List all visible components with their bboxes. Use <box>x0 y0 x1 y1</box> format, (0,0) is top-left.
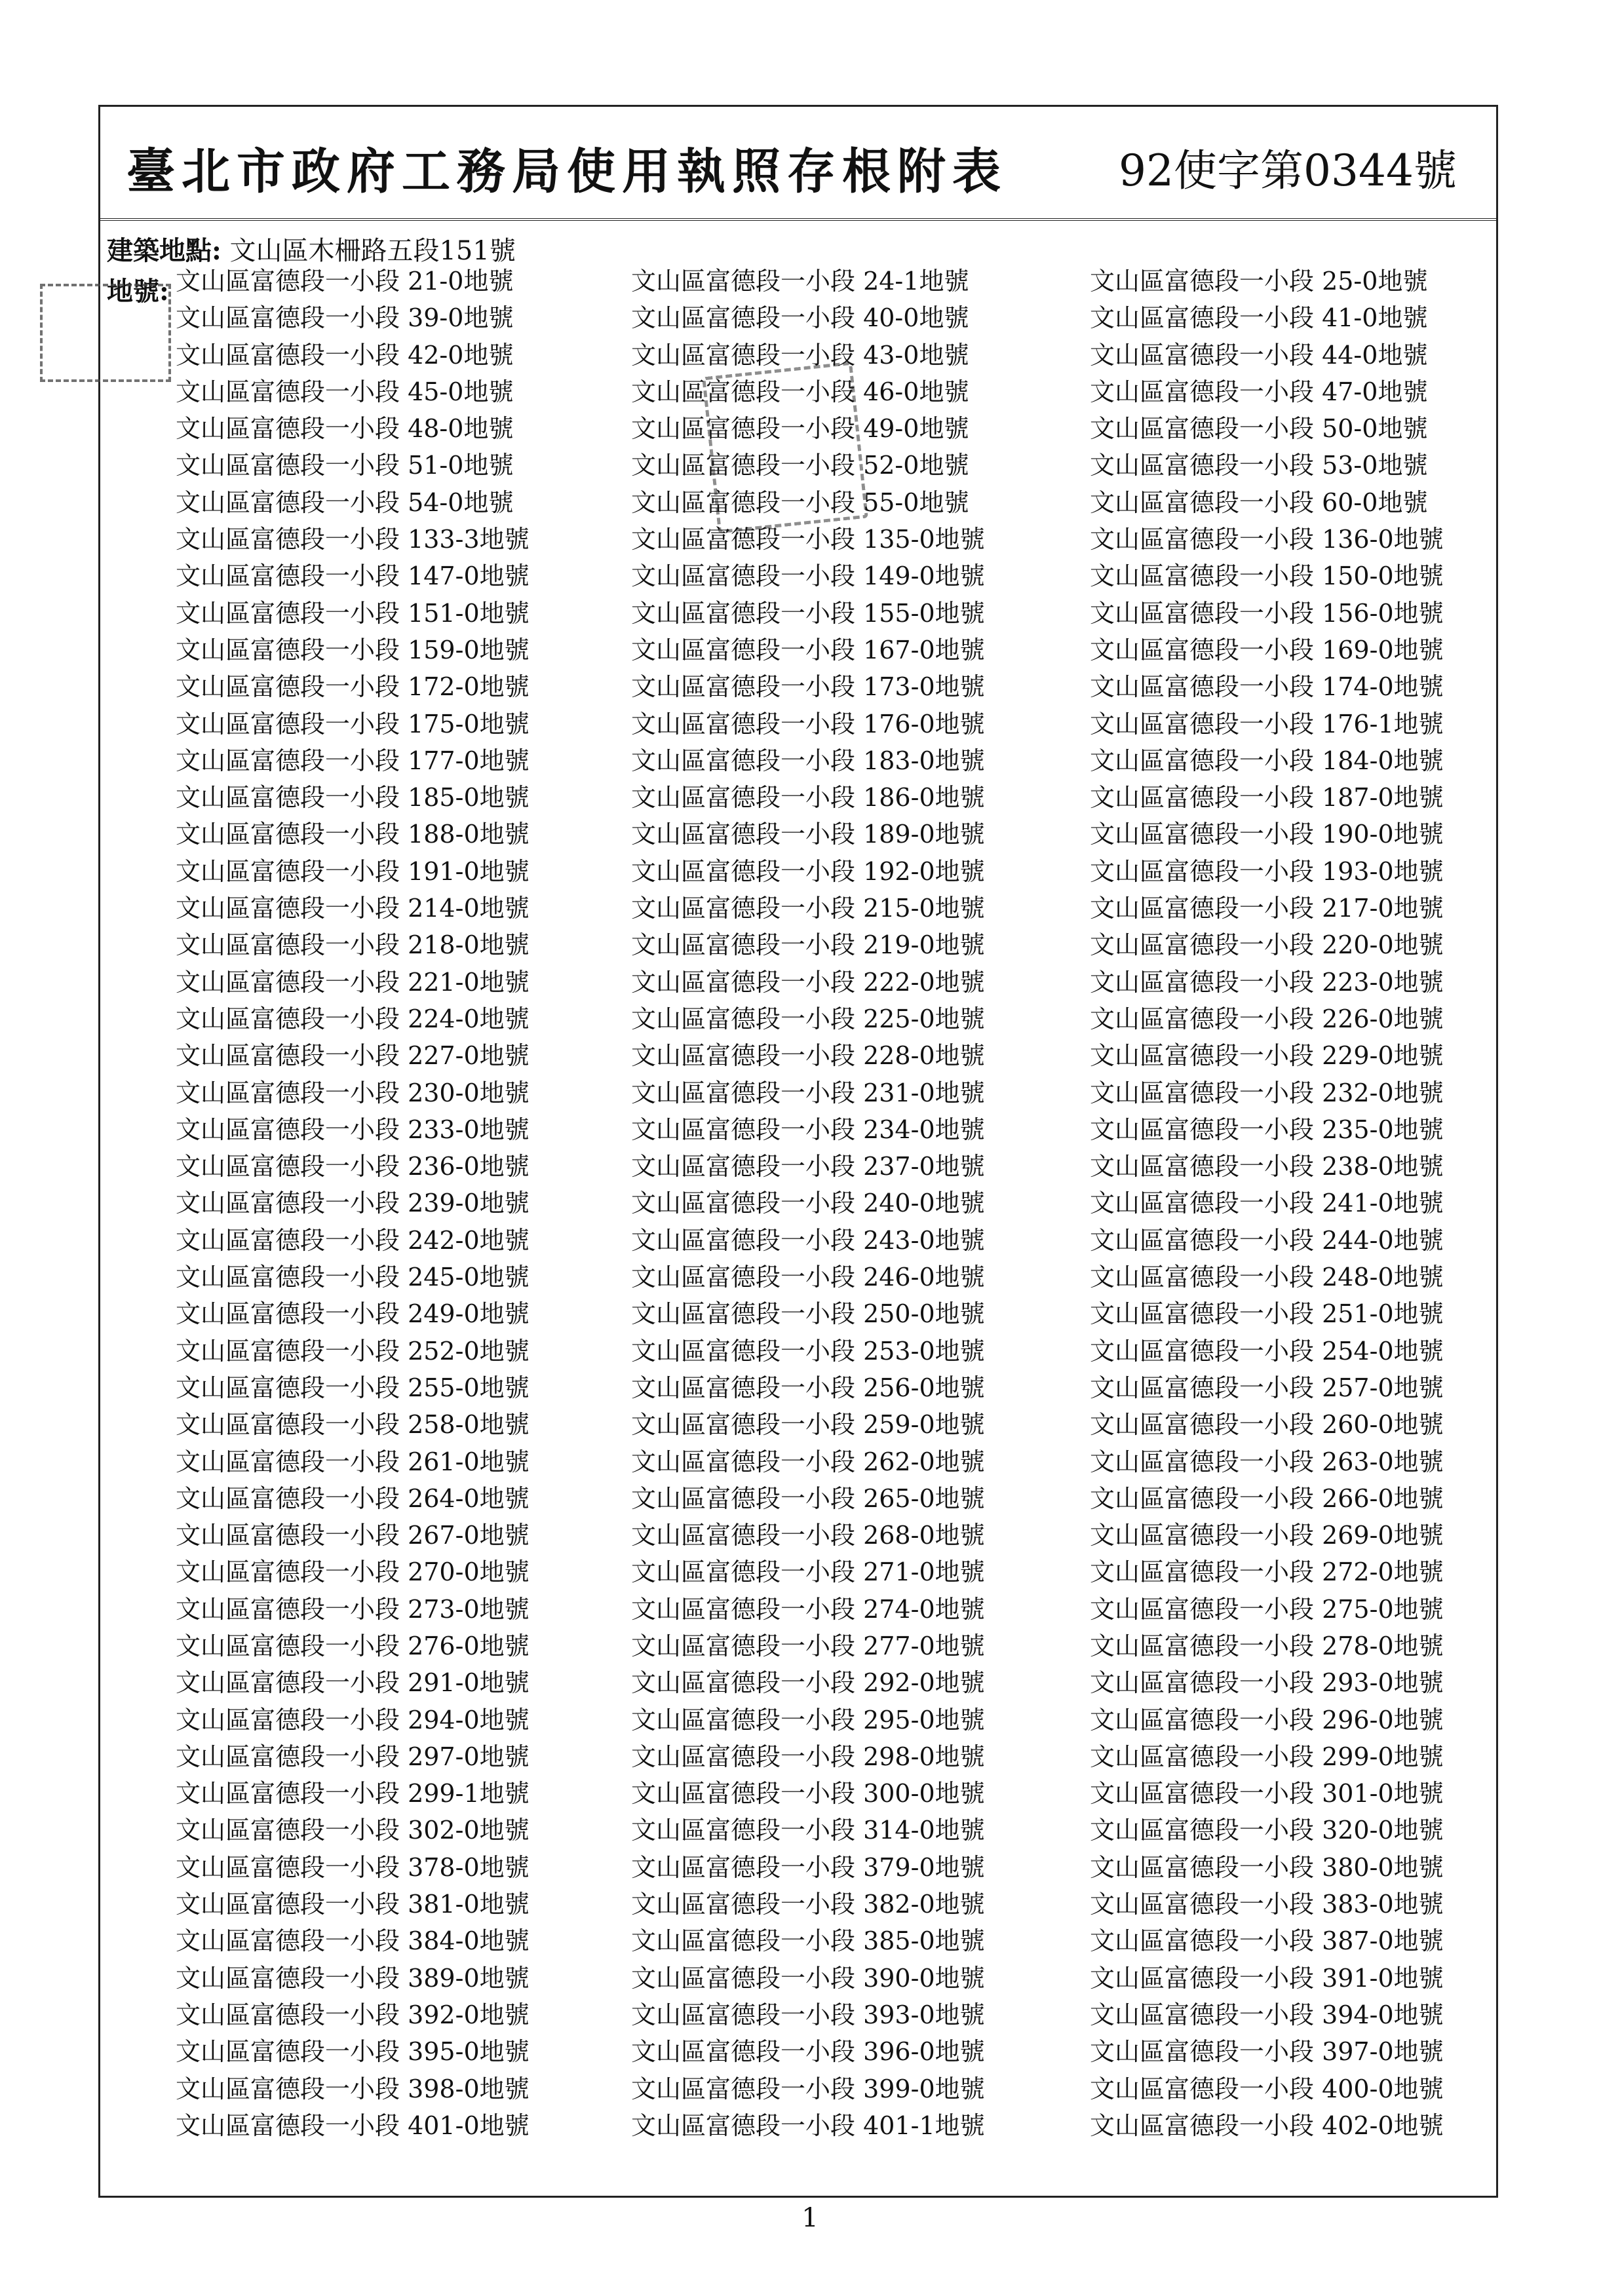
lot-number-item: 文山區富德段一小段 169-0地號 <box>1090 635 1444 664</box>
lot-number-item: 文山區富德段一小段 244-0地號 <box>1090 1225 1444 1255</box>
lot-number-item: 文山區富德段一小段 55-0地號 <box>631 488 969 517</box>
lot-number-item: 文山區富德段一小段 156-0地號 <box>1090 598 1444 628</box>
lot-number-item: 文山區富德段一小段 186-0地號 <box>631 783 985 813</box>
lot-number-item: 文山區富德段一小段 381-0地號 <box>176 1890 530 1919</box>
lot-number-item: 文山區富德段一小段 187-0地號 <box>1090 783 1444 813</box>
lot-number-item: 文山區富德段一小段 261-0地號 <box>176 1447 530 1476</box>
page-number: 1 <box>801 2203 819 2233</box>
lot-number-item: 文山區富德段一小段 51-0地號 <box>176 451 514 480</box>
lot-number-item: 文山區富德段一小段 147-0地號 <box>176 562 530 591</box>
lot-number-item: 文山區富德段一小段 262-0地號 <box>631 1447 985 1476</box>
lot-number-item: 文山區富德段一小段 218-0地號 <box>176 930 530 960</box>
lot-number-item: 文山區富德段一小段 273-0地號 <box>176 1594 530 1624</box>
lot-number-item: 文山區富德段一小段 44-0地號 <box>1090 340 1428 370</box>
lot-number-item: 文山區富德段一小段 257-0地號 <box>1090 1373 1444 1402</box>
lot-number-item: 文山區富德段一小段 379-0地號 <box>631 1852 985 1882</box>
lot-number-item: 文山區富德段一小段 320-0地號 <box>1090 1816 1444 1845</box>
lot-number-item: 文山區富德段一小段 298-0地號 <box>631 1742 985 1771</box>
document-number: 92使字第0344號 <box>1119 145 1457 196</box>
lot-number-item: 文山區富德段一小段 43-0地號 <box>631 340 969 370</box>
lot-number-item: 文山區富德段一小段 295-0地號 <box>631 1705 985 1734</box>
lot-number-item: 文山區富德段一小段 173-0地號 <box>631 672 985 702</box>
lot-number-item: 文山區富德段一小段 233-0地號 <box>176 1115 530 1144</box>
lot-number-item: 文山區富德段一小段 394-0地號 <box>1090 2000 1444 2029</box>
lot-number-item: 文山區富德段一小段 294-0地號 <box>176 1705 530 1734</box>
lot-number-item: 文山區富德段一小段 42-0地號 <box>176 340 514 370</box>
lot-number-item: 文山區富德段一小段 241-0地號 <box>1090 1189 1444 1218</box>
lot-number-item: 文山區富德段一小段 188-0地號 <box>176 820 530 849</box>
lot-number-item: 文山區富德段一小段 278-0地號 <box>1090 1631 1444 1660</box>
lot-number-item: 文山區富德段一小段 222-0地號 <box>631 967 985 997</box>
lot-number-item: 文山區富德段一小段 392-0地號 <box>176 2000 530 2029</box>
lot-number-item: 文山區富德段一小段 189-0地號 <box>631 820 985 849</box>
lot-number-item: 文山區富德段一小段 276-0地號 <box>176 1631 530 1660</box>
lot-number-item: 文山區富德段一小段 176-1地號 <box>1090 709 1444 738</box>
document-frame <box>98 105 1498 2198</box>
lot-number-item: 文山區富德段一小段 271-0地號 <box>631 1558 985 1587</box>
lot-number-item: 文山區富德段一小段 151-0地號 <box>176 598 530 628</box>
lot-number-item: 文山區富德段一小段 221-0地號 <box>176 967 530 997</box>
lot-number-item: 文山區富德段一小段 238-0地號 <box>1090 1152 1444 1181</box>
lot-number-item: 文山區富德段一小段 277-0地號 <box>631 1631 985 1660</box>
lot-number-item: 文山區富德段一小段 245-0地號 <box>176 1263 530 1292</box>
lot-number-item: 文山區富德段一小段 400-0地號 <box>1090 2074 1444 2103</box>
lot-number-item: 文山區富德段一小段 219-0地號 <box>631 930 985 960</box>
lot-number-item: 文山區富德段一小段 45-0地號 <box>176 377 514 406</box>
lot-number-item: 文山區富德段一小段 150-0地號 <box>1090 562 1444 591</box>
lot-number-item: 文山區富德段一小段 48-0地號 <box>176 414 514 444</box>
lot-number-item: 文山區富德段一小段 236-0地號 <box>176 1152 530 1181</box>
lot-number-item: 文山區富德段一小段 401-1地號 <box>631 2111 985 2140</box>
lot-number-item: 文山區富德段一小段 387-0地號 <box>1090 1926 1444 1956</box>
lot-number-item: 文山區富德段一小段 184-0地號 <box>1090 746 1444 775</box>
lot-number-item: 文山區富德段一小段 226-0地號 <box>1090 1004 1444 1033</box>
lot-number-item: 文山區富德段一小段 299-1地號 <box>176 1779 530 1808</box>
lot-number-item: 文山區富德段一小段 378-0地號 <box>176 1852 530 1882</box>
lot-number-item: 文山區富德段一小段 296-0地號 <box>1090 1705 1444 1734</box>
lot-number-item: 文山區富德段一小段 39-0地號 <box>176 303 514 333</box>
lot-number-item: 文山區富德段一小段 297-0地號 <box>176 1742 530 1771</box>
lot-number-item: 文山區富德段一小段 299-0地號 <box>1090 1742 1444 1771</box>
lot-number-item: 文山區富德段一小段 253-0地號 <box>631 1336 985 1366</box>
lot-number-item: 文山區富德段一小段 229-0地號 <box>1090 1041 1444 1071</box>
lot-number-item: 文山區富德段一小段 185-0地號 <box>176 783 530 813</box>
lot-number-item: 文山區富德段一小段 232-0地號 <box>1090 1078 1444 1107</box>
lot-number-item: 文山區富德段一小段 380-0地號 <box>1090 1852 1444 1882</box>
lot-number-item: 文山區富德段一小段 159-0地號 <box>176 635 530 664</box>
lot-number-item: 文山區富德段一小段 242-0地號 <box>176 1225 530 1255</box>
lot-number-label: 地號: <box>107 276 169 307</box>
lot-number-item: 文山區富德段一小段 46-0地號 <box>631 377 969 406</box>
lot-number-item: 文山區富德段一小段 21-0地號 <box>176 267 514 296</box>
lot-list-column-3 <box>1090 263 1444 2144</box>
lot-number-item: 文山區富德段一小段 251-0地號 <box>1090 1299 1444 1329</box>
lot-number-item: 文山區富德段一小段 192-0地號 <box>631 856 985 886</box>
lot-number-item: 文山區富德段一小段 224-0地號 <box>176 1004 530 1033</box>
lot-number-item: 文山區富德段一小段 248-0地號 <box>1090 1263 1444 1292</box>
lot-number-item: 文山區富德段一小段 133-3地號 <box>176 525 530 554</box>
lot-number-item: 文山區富德段一小段 175-0地號 <box>176 709 530 738</box>
lot-number-item: 文山區富德段一小段 237-0地號 <box>631 1152 985 1181</box>
lot-number-item: 文山區富德段一小段 395-0地號 <box>176 2037 530 2067</box>
lot-number-item: 文山區富德段一小段 230-0地號 <box>176 1078 530 1107</box>
lot-number-item: 文山區富德段一小段 60-0地號 <box>1090 488 1428 517</box>
lot-number-item: 文山區富德段一小段 269-0地號 <box>1090 1521 1444 1550</box>
lot-number-item: 文山區富德段一小段 193-0地號 <box>1090 856 1444 886</box>
lot-number-item: 文山區富德段一小段 177-0地號 <box>176 746 530 775</box>
lot-number-item: 文山區富德段一小段 302-0地號 <box>176 1816 530 1845</box>
lot-number-item: 文山區富德段一小段 393-0地號 <box>631 2000 985 2029</box>
lot-number-item: 文山區富德段一小段 255-0地號 <box>176 1373 530 1402</box>
lot-number-item: 文山區富德段一小段 135-0地號 <box>631 525 985 554</box>
lot-number-item: 文山區富德段一小段 266-0地號 <box>1090 1483 1444 1513</box>
lot-list-column-2 <box>631 263 985 2144</box>
lot-number-item: 文山區富德段一小段 291-0地號 <box>176 1668 530 1698</box>
lot-number-item: 文山區富德段一小段 399-0地號 <box>631 2074 985 2103</box>
lot-number-item: 文山區富德段一小段 155-0地號 <box>631 598 985 628</box>
lot-number-item: 文山區富德段一小段 250-0地號 <box>631 1299 985 1329</box>
lot-number-item: 文山區富德段一小段 24-1地號 <box>631 267 969 296</box>
lot-number-item: 文山區富德段一小段 260-0地號 <box>1090 1410 1444 1440</box>
lot-number-item: 文山區富德段一小段 50-0地號 <box>1090 414 1428 444</box>
lot-number-item: 文山區富德段一小段 246-0地號 <box>631 1263 985 1292</box>
lot-number-item: 文山區富德段一小段 235-0地號 <box>1090 1115 1444 1144</box>
lot-number-item: 文山區富德段一小段 272-0地號 <box>1090 1558 1444 1587</box>
lot-number-item: 文山區富德段一小段 301-0地號 <box>1090 1779 1444 1808</box>
lot-list-column-1 <box>176 263 530 2144</box>
lot-number-item: 文山區富德段一小段 136-0地號 <box>1090 525 1444 554</box>
lot-number-item: 文山區富德段一小段 54-0地號 <box>176 488 514 517</box>
lot-number-item: 文山區富德段一小段 47-0地號 <box>1090 377 1428 406</box>
lot-number-item: 文山區富德段一小段 270-0地號 <box>176 1558 530 1587</box>
lot-number-item: 文山區富德段一小段 391-0地號 <box>1090 1963 1444 1993</box>
lot-number-item: 文山區富德段一小段 300-0地號 <box>631 1779 985 1808</box>
lot-number-item: 文山區富德段一小段 240-0地號 <box>631 1189 985 1218</box>
lot-number-item: 文山區富德段一小段 149-0地號 <box>631 562 985 591</box>
lot-number-item: 文山區富德段一小段 53-0地號 <box>1090 451 1428 480</box>
lot-number-item: 文山區富德段一小段 382-0地號 <box>631 1890 985 1919</box>
lot-number-item: 文山區富德段一小段 231-0地號 <box>631 1078 985 1107</box>
lot-number-item: 文山區富德段一小段 264-0地號 <box>176 1483 530 1513</box>
lot-number-item: 文山區富德段一小段 174-0地號 <box>1090 672 1444 702</box>
lot-number-item: 文山區富德段一小段 40-0地號 <box>631 303 969 333</box>
page-title: 臺北市政府工務局使用執照存根附表 <box>126 144 1007 200</box>
lot-number-item: 文山區富德段一小段 292-0地號 <box>631 1668 985 1698</box>
lot-number-item: 文山區富德段一小段 396-0地號 <box>631 2037 985 2067</box>
lot-number-item: 文山區富德段一小段 383-0地號 <box>1090 1890 1444 1919</box>
lot-number-item: 文山區富德段一小段 389-0地號 <box>176 1963 530 1993</box>
lot-number-item: 文山區富德段一小段 249-0地號 <box>176 1299 530 1329</box>
lot-number-item: 文山區富德段一小段 402-0地號 <box>1090 2111 1444 2140</box>
lot-number-item: 文山區富德段一小段 259-0地號 <box>631 1410 985 1440</box>
lot-number-item: 文山區富德段一小段 225-0地號 <box>631 1004 985 1033</box>
lot-number-item: 文山區富德段一小段 49-0地號 <box>631 414 969 444</box>
lot-number-item: 文山區富德段一小段 265-0地號 <box>631 1483 985 1513</box>
lot-number-item: 文山區富德段一小段 190-0地號 <box>1090 820 1444 849</box>
lot-number-item: 文山區富德段一小段 25-0地號 <box>1090 267 1428 296</box>
lot-number-item: 文山區富德段一小段 293-0地號 <box>1090 1668 1444 1698</box>
lot-number-item: 文山區富德段一小段 176-0地號 <box>631 709 985 738</box>
site-address: 文山區木柵路五段151號 <box>229 236 516 266</box>
lot-number-item: 文山區富德段一小段 227-0地號 <box>176 1041 530 1071</box>
lot-number-item: 文山區富德段一小段 256-0地號 <box>631 1373 985 1402</box>
lot-number-item: 文山區富德段一小段 397-0地號 <box>1090 2037 1444 2067</box>
lot-number-item: 文山區富德段一小段 183-0地號 <box>631 746 985 775</box>
title-bar <box>100 107 1496 221</box>
lot-number-item: 文山區富德段一小段 263-0地號 <box>1090 1447 1444 1476</box>
lot-number-item: 文山區富德段一小段 191-0地號 <box>176 856 530 886</box>
lot-number-item: 文山區富德段一小段 314-0地號 <box>631 1816 985 1845</box>
lot-number-item: 文山區富德段一小段 217-0地號 <box>1090 894 1444 923</box>
lot-number-item: 文山區富德段一小段 223-0地號 <box>1090 967 1444 997</box>
lot-number-item: 文山區富德段一小段 385-0地號 <box>631 1926 985 1956</box>
lot-number-item: 文山區富德段一小段 268-0地號 <box>631 1521 985 1550</box>
lot-number-item: 文山區富德段一小段 254-0地號 <box>1090 1336 1444 1366</box>
lot-number-item: 文山區富德段一小段 220-0地號 <box>1090 930 1444 960</box>
site-label: 建築地點: <box>107 235 222 266</box>
lot-number-item: 文山區富德段一小段 274-0地號 <box>631 1594 985 1624</box>
seal-stamp-left <box>40 284 171 382</box>
lot-number-item: 文山區富德段一小段 252-0地號 <box>176 1336 530 1366</box>
lot-number-item: 文山區富德段一小段 41-0地號 <box>1090 303 1428 333</box>
lot-number-item: 文山區富德段一小段 258-0地號 <box>176 1410 530 1440</box>
lot-number-item: 文山區富德段一小段 215-0地號 <box>631 894 985 923</box>
lot-number-item: 文山區富德段一小段 234-0地號 <box>631 1115 985 1144</box>
site-address-line <box>107 230 516 267</box>
lot-number-item: 文山區富德段一小段 167-0地號 <box>631 635 985 664</box>
lot-number-item: 文山區富德段一小段 401-0地號 <box>176 2111 530 2140</box>
lot-number-item: 文山區富德段一小段 267-0地號 <box>176 1521 530 1550</box>
lot-number-item: 文山區富德段一小段 398-0地號 <box>176 2074 530 2103</box>
lot-number-item: 文山區富德段一小段 243-0地號 <box>631 1225 985 1255</box>
lot-number-item: 文山區富德段一小段 172-0地號 <box>176 672 530 702</box>
lot-number-item: 文山區富德段一小段 52-0地號 <box>631 451 969 480</box>
lot-number-item: 文山區富德段一小段 384-0地號 <box>176 1926 530 1956</box>
lot-number-item: 文山區富德段一小段 390-0地號 <box>631 1963 985 1993</box>
lot-number-item: 文山區富德段一小段 275-0地號 <box>1090 1594 1444 1624</box>
lot-number-item: 文山區富德段一小段 239-0地號 <box>176 1189 530 1218</box>
lot-number-item: 文山區富德段一小段 214-0地號 <box>176 894 530 923</box>
lot-number-item: 文山區富德段一小段 228-0地號 <box>631 1041 985 1071</box>
